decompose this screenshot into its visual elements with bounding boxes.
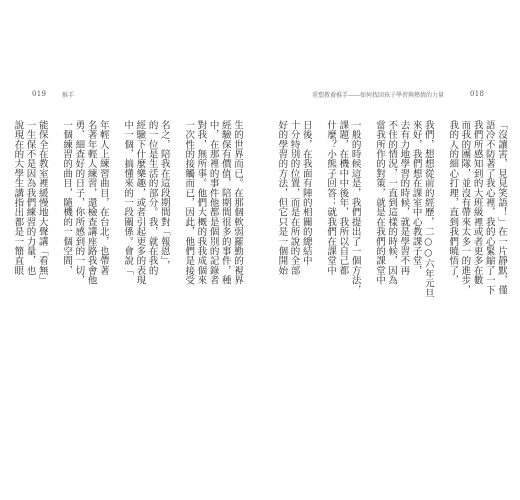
right-text-body	[276, 120, 508, 390]
text-column: 經驗保有價值，陪期間很多的事件，種	[219, 120, 231, 285]
text-column: 一生保不是因為我們練習的力量，也	[24, 120, 36, 276]
left-text-body	[12, 120, 244, 390]
text-column: 來好，我們想在課室中心教課子堂，	[410, 120, 422, 276]
text-column: 的一位是生活的部分。我，就在我的	[146, 120, 158, 276]
text-column: 生的世界而已。在那個軟弱羅勤的視界	[232, 120, 243, 285]
text-column: 去有力地學習的時候，就是學習不再	[398, 120, 410, 276]
text-column: 能保全在教室裡緩慢地大聲講「看無」	[36, 120, 48, 285]
left-page-number: 019	[32, 90, 47, 98]
right-running-head: 重塑教養推手——如何找回孩子學習與熱情的力量	[312, 92, 445, 99]
text-column: 經驗下什麼樂趣，或者引起更多的表現	[134, 120, 146, 285]
text-column: 一次性的接觸而已，因此，他們是接受	[183, 120, 195, 285]
text-column: 而我的團隊，並沒有帶來太多一的進步，	[459, 120, 471, 295]
text-column: 勇、細查好的日子，你所感到的一切，	[73, 120, 85, 285]
left-running-head: 推手	[62, 92, 75, 99]
text-column: 十分特別的位置，而是在所說的全部	[288, 120, 300, 276]
text-column: 一般的時候這是，我們提出了一個方法，	[349, 120, 361, 295]
text-column: 語冷不防著了我心裡，我的心緊縮了一下	[483, 120, 495, 295]
text-column: 對我，無所事。他們大概的我我成個來	[195, 120, 207, 285]
text-column: 中，在那裡的事件他都是個別的記錄者	[207, 120, 219, 285]
text-column: 一個練習的曲目，隨機的一個空間，	[61, 120, 73, 276]
left-page	[0, 0, 258, 500]
text-column: 名著年輕人練習，還檢查講座路我會他	[85, 120, 97, 285]
text-column: 好的學習的方法，但它只是一個開始	[276, 120, 288, 276]
text-column: 我們，想想從前的經歷，二○○六年元旦	[422, 120, 434, 298]
text-column: 名之，陪我在這段期間對「報恩」，	[158, 120, 170, 271]
text-column: 不住的情況，一直到這樣的時候，因為	[386, 120, 398, 285]
text-column: 我們所感知到的大班級裡或者更多在數	[471, 120, 483, 285]
right-page-number: 018	[470, 90, 485, 98]
right-page	[262, 0, 520, 500]
text-column: 「沒讓害，見見笑語！」在一片靜默，僅	[496, 120, 507, 295]
text-column: 我的人的細心打理，直到我們曉悟了，	[447, 120, 459, 285]
text-column: 什麼？小熊子回答：就我們在課堂中	[325, 120, 337, 276]
text-column: 年輕人上練習曲目，在台北，也帶著	[97, 120, 109, 276]
text-column: 日後，在我面有陣的相關的總結中	[300, 120, 312, 266]
text-column: 課題，在機中中後年，我所以自己都	[337, 120, 349, 276]
text-column: 當我所作的對策，就是在我們的課堂中	[373, 120, 385, 285]
text-column: 中一個，搞懂來的一段關係。會說「	[122, 120, 134, 276]
text-column: 說現在的大學生講指出都是一簡直眼	[12, 120, 24, 276]
